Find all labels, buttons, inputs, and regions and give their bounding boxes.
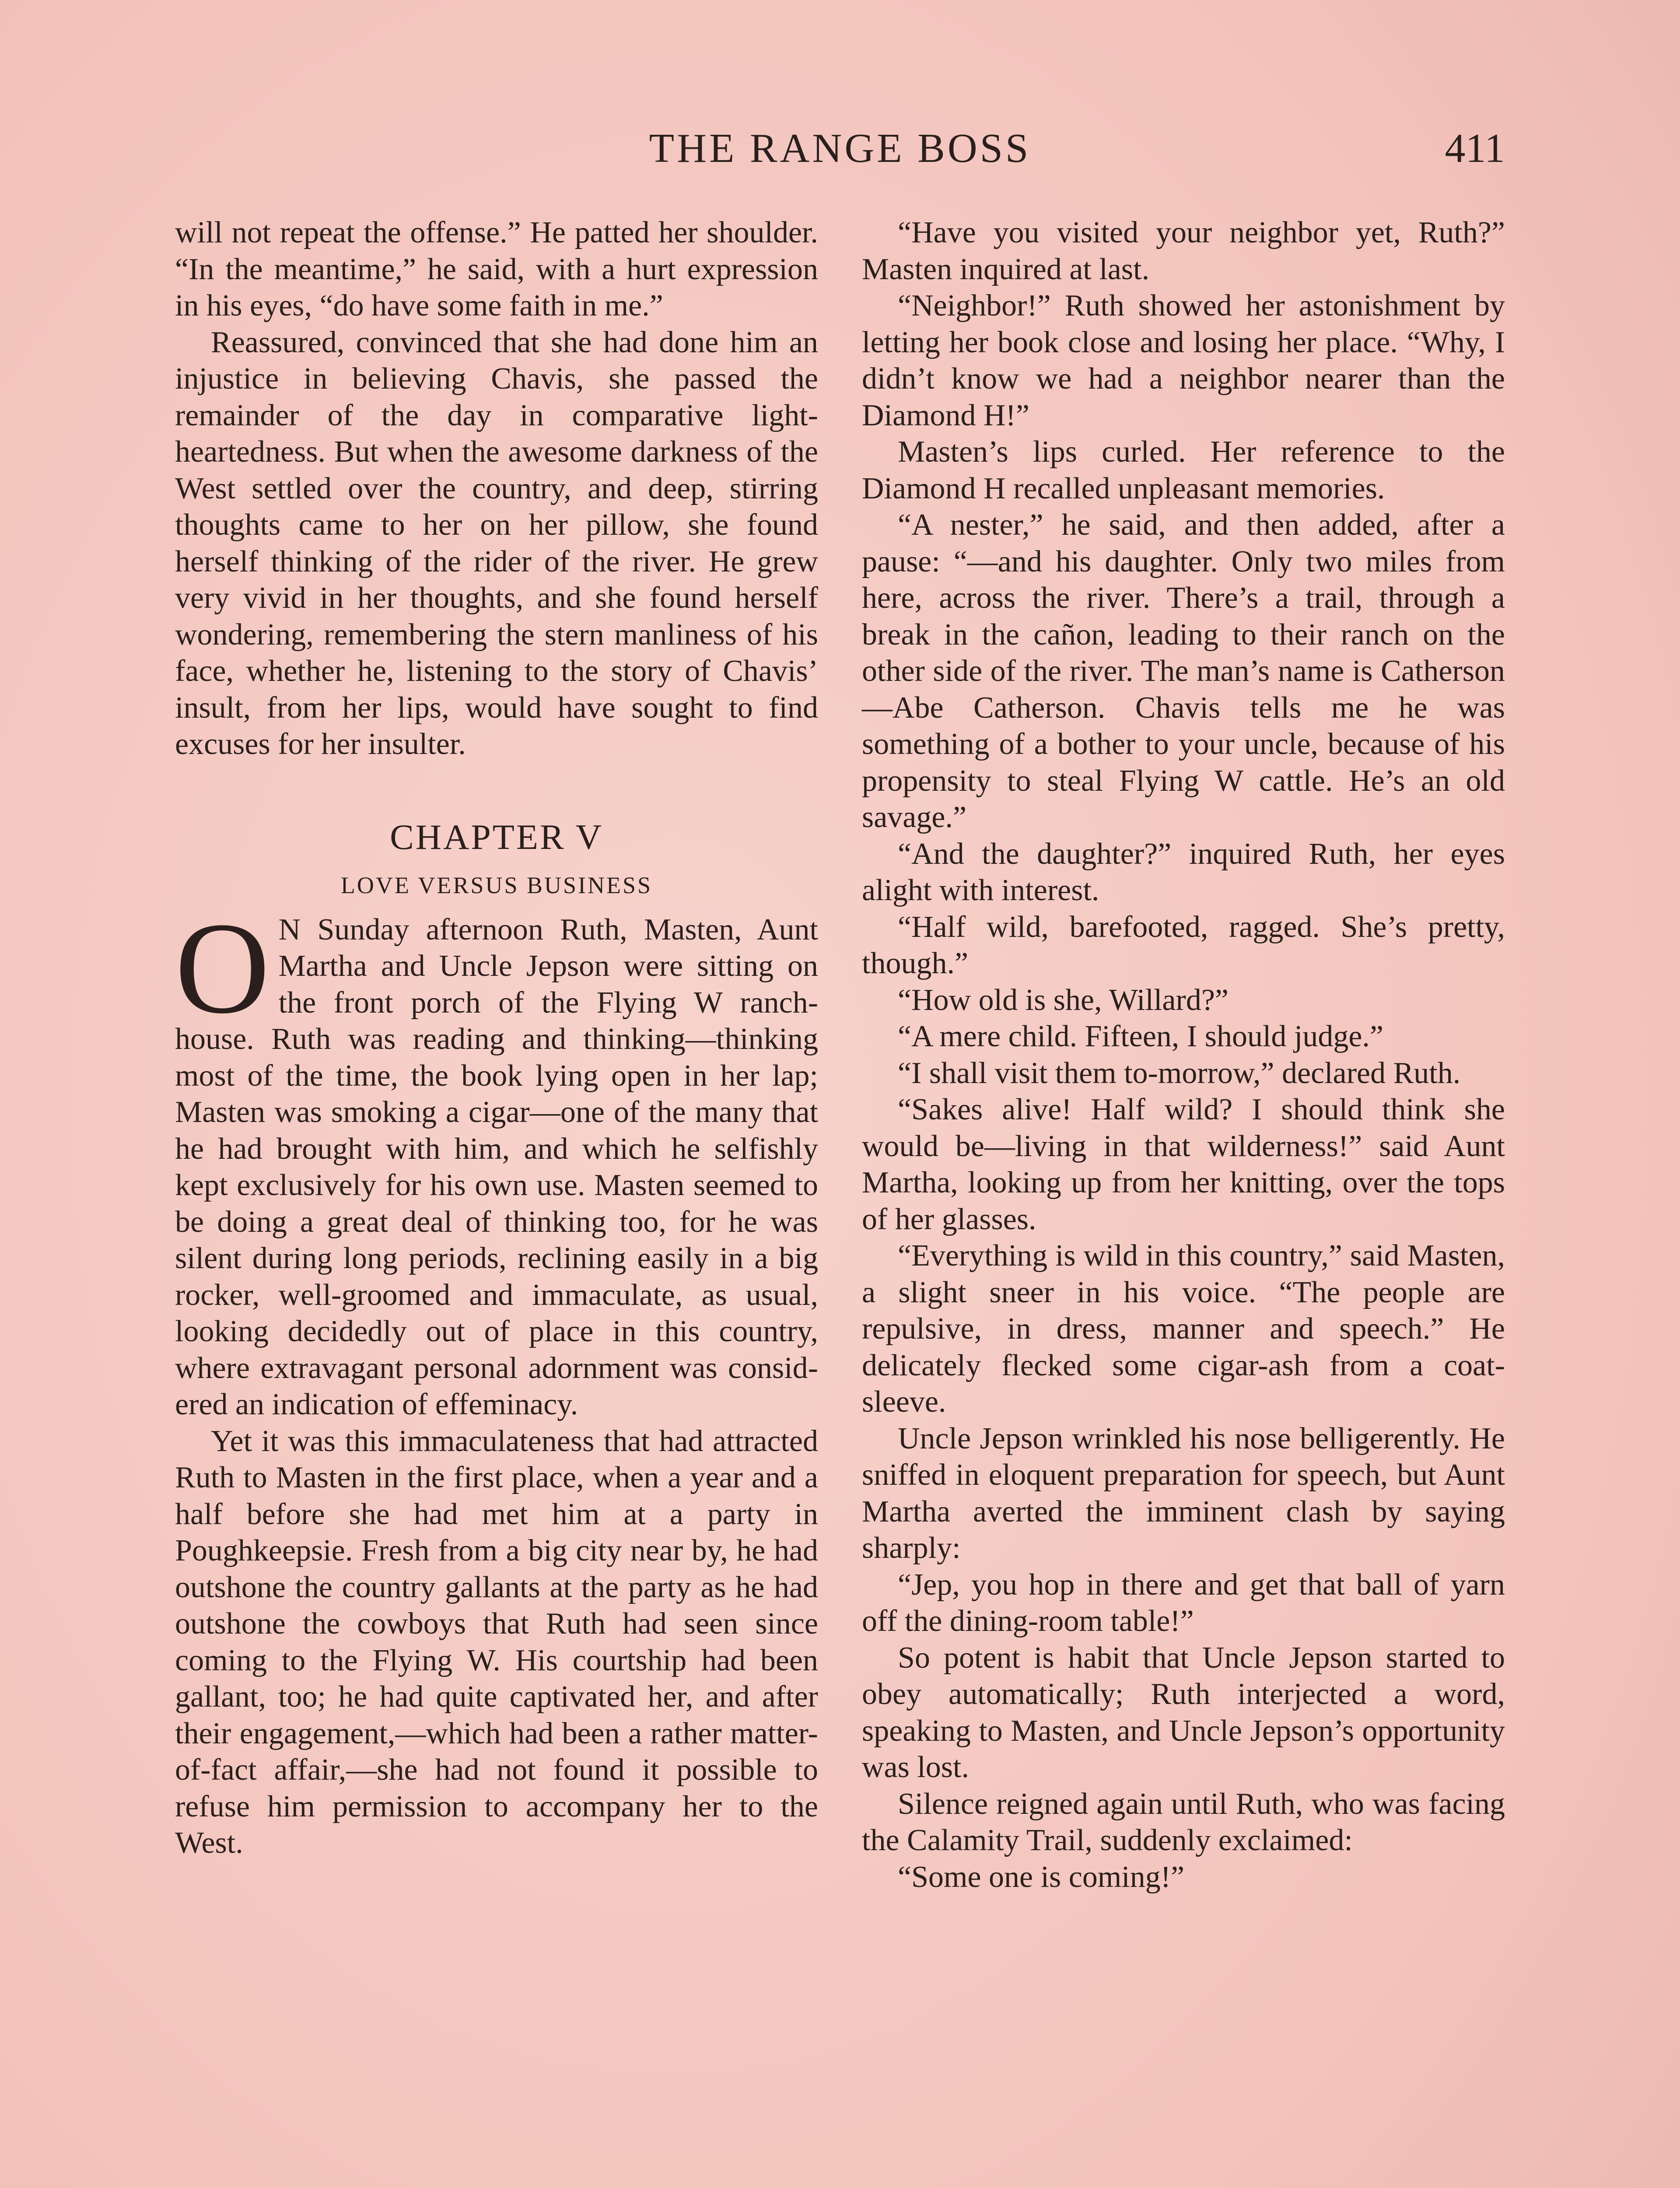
paragraph: “Everything is wild in this country,” said Masten, a slight sneer in his voice. “The people are repulsive, in dress, manner and speech.” He delicately flecked some cigar-ash from a coat-sleeve. — [862, 1239, 1505, 1419]
page-number: 411 — [1445, 126, 1505, 171]
paragraph: “Some one is coming!” — [898, 1860, 1185, 1894]
chapter-subtitle: LOVE VERSUS BUSINESS — [340, 872, 653, 898]
paragraph: Masten’s lips curled. Her reference to the Diamond H recalled unpleasant memories. — [862, 435, 1505, 505]
running-title: THE RANGE BOSS — [649, 126, 1031, 171]
paragraph: So potent is habit that Uncle Jepson started to obey automatically; Ruth interjected a word, speaking to Masten, and Uncle Jepson’s opportunity was lost. — [862, 1641, 1505, 1784]
paragraph: Uncle Jepson wrinkled his nose belligerently. He sniffed in eloquent preparation for speech, but Aunt Martha averted the imminent clash by saying sharply: — [862, 1421, 1505, 1565]
paragraph: “Neighbor!” Ruth showed her astonishment by letting her book close and losing her place. “Why, I didn’t know we had a neighbor nearer than the Diamond H!” — [862, 289, 1505, 432]
paragraph: Silence reigned again until Ruth, who was facing the Calamity Trail, suddenly exclaimed: — [862, 1787, 1505, 1857]
drop-cap: O — [175, 895, 270, 1041]
paragraph: “Sakes alive! Half wild? I should think she would be—living in that wilderness!” said Aunt Martha, looking up from her knitting, over the tops of her glasses. — [862, 1093, 1505, 1236]
paragraph: “A mere child. Fifteen, I should judge.” — [898, 1020, 1383, 1053]
right-column — [862, 214, 1505, 1895]
page-header — [175, 125, 1505, 182]
paragraph: will not repeat the offense.” He patted her shoulder. “In the meantime,” he said, with a hurt expression in his eyes, “do have some faith in me.” — [175, 216, 818, 323]
left-column — [175, 214, 818, 1862]
chapter-title: CHAPTER V — [390, 817, 603, 857]
paragraph-text: N Sunday afternoon Ruth, Masten, Aunt Martha and Uncle Jepson were sitting on the front porch of the Flying W ranch-house. Ruth was reading and thinking—thinking most of the time, the book lying open in her lap; Masten was smoking a cigar—one of the many that he had brought with him, and which he selfishly kept exclusively for his own use. Masten seemed to be doing a great deal of thinking too, for he was silent during long periods, reclining easily in a big rocker, well-groomed and immaculate, as usual, looking decidedly out of place in this country, where extravagant personal adornment was considered an indication of effeminacy. — [175, 912, 818, 1421]
paragraph: “Have you visited your neighbor yet, Ruth?” Masten inquired at last. — [862, 216, 1505, 286]
paragraph: “And the daughter?” inquired Ruth, her eyes alight with interest. — [862, 837, 1505, 907]
paragraph: Yet it was this immaculateness that had attracted Ruth to Masten in the first place, when a year and a half before she had met him at a party in Poughkeepsie. Fresh from a big city near by, he had outshone the country gallants at the party as he had outshone the cowboys that Ruth had seen since coming to the Flying W. His courtship had been gallant, too; he had quite captivated her, and after their engagement,—which had been a rather matter-of-fact affair,—she had not found it possible to refuse him permission to accompany her to the West. — [175, 1424, 818, 1860]
paragraph: “A nester,” he said, and then added, after a pause: “—and his daughter. Only two miles from here, across the river. There’s a trail, through a break in the cañon, leading to their ranch on the other side of the river. The man’s name is Catherson—Abe Catherson. Chavis tells me he was something of a bother to your uncle, because of his propensity to steal Flying W cattle. He’s an old savage.” — [862, 508, 1505, 834]
paragraph — [175, 895, 818, 1423]
paragraph: Reassured, convinced that she had done him an injustice in believing Chavis, she passed the remainder of the day in comparative light-heartedness. But when the awesome darkness of the West settled over the country, and deep, stirring thoughts came to her on her pillow, she found herself thinking of the rider of the river. He grew very vivid in her thoughts, and she found herself wondering, remembering the stern manliness of his face, whether he, listening to the story of Chavis’ insult, from her lips, would have sought to find excuses for her insulter. — [175, 325, 818, 761]
chapter-heading — [175, 815, 818, 903]
paragraph: “I shall visit them to-morrow,” declared Ruth. — [898, 1056, 1461, 1090]
paragraph: “Half wild, barefooted, ragged. She’s pretty, though.” — [862, 910, 1505, 980]
paragraph: “Jep, you hop in there and get that ball of yarn off the dining-room table!” — [862, 1567, 1505, 1638]
paragraph: “How old is she, Willard?” — [898, 983, 1228, 1017]
